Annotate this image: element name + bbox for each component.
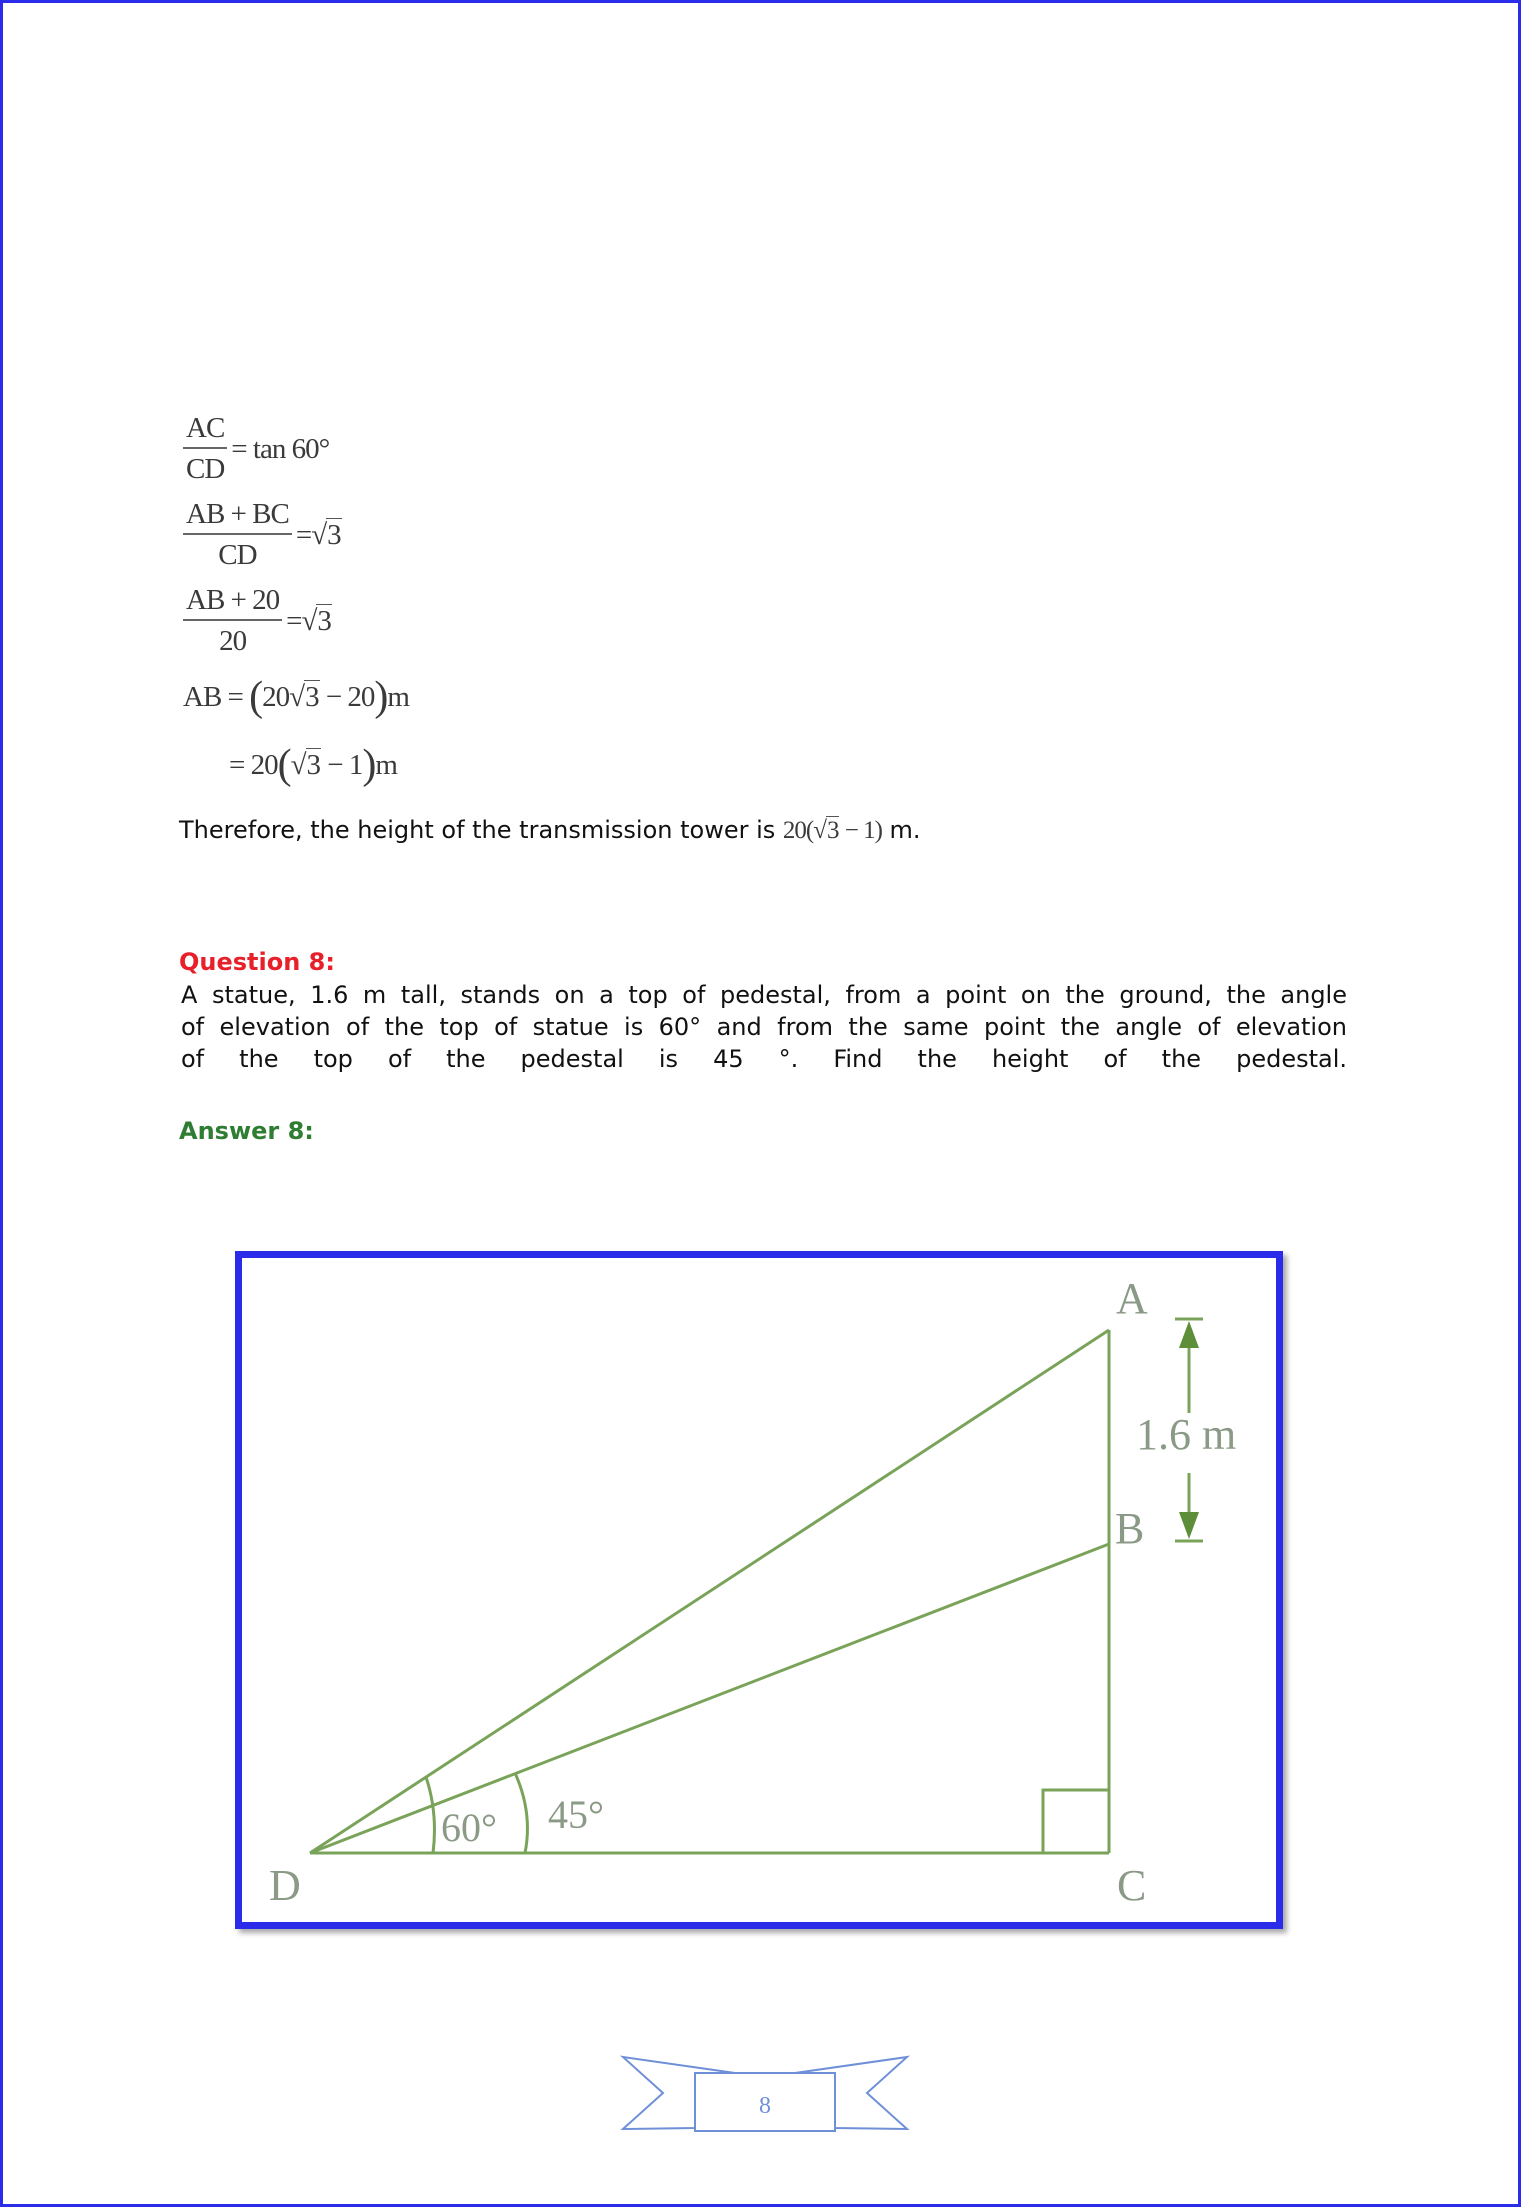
conclusion: Therefore, the height of the transmission tower is 20(√3 − 1) m. — [179, 816, 921, 844]
right-angle-mark — [1043, 1790, 1109, 1853]
radicand: 3 — [317, 604, 331, 637]
page-number: 8 — [759, 2093, 771, 2119]
radicand: 3 — [327, 518, 341, 551]
angle-45-label: 45° — [548, 1792, 604, 1837]
unit: m — [387, 681, 409, 713]
radicand: 3 — [306, 749, 321, 781]
triangle-diagram — [3, 3, 1521, 2207]
label-c: C — [1117, 1861, 1147, 1910]
rhs: = — [295, 518, 312, 551]
radicand: 3 — [305, 681, 319, 713]
lhs: = 20 — [229, 749, 278, 781]
equation-5: = 20(√3 − 1)m — [229, 742, 397, 788]
equation-2: $\frac{AB + BC}{CD}$ = √3 — [183, 497, 409, 573]
question-line: A statue, 1.6 m tall, stands on a top of pedestal, from a point on the ground, the angle — [181, 981, 1347, 1009]
angle-60-arc — [426, 1777, 434, 1853]
unit: m. — [889, 816, 921, 844]
denominator: 20 — [219, 625, 247, 657]
conclusion-text: Therefore, the height of the transmission tower is — [179, 816, 776, 844]
equation-4: AB = (20√3 − 20)m — [183, 674, 409, 720]
question-line: of the top of the pedestal is 45 °. Find the height of the pedestal. — [181, 1045, 1347, 1073]
lhs: AB = — [183, 681, 243, 713]
length-label: 1.6 m — [1136, 1410, 1237, 1459]
question-line: of elevation of the top of statue is 60° and from the same point the angle of elevation — [181, 1013, 1347, 1041]
numerator: AC — [183, 411, 227, 449]
numerator: AB + BC — [183, 497, 292, 535]
numerator: AB + 20 — [183, 583, 282, 621]
denominator: CD — [186, 453, 225, 485]
term: − 20 — [325, 681, 375, 713]
denominator: CD — [218, 539, 257, 571]
angle-45-arc — [515, 1773, 527, 1853]
rhs: = — [286, 604, 302, 637]
question-label: Question 8: — [179, 948, 335, 976]
label-b: B — [1115, 1504, 1145, 1553]
equation-3: $\frac{AB + 20}{20}$ = √3 — [183, 583, 409, 659]
unit: m — [375, 749, 397, 781]
radicand: 3 — [826, 817, 839, 844]
term: − 1 — [844, 817, 875, 844]
coef: 20 — [262, 681, 290, 713]
label-d: D — [269, 1861, 301, 1910]
arrow-down-icon — [1179, 1512, 1199, 1539]
arrow-up-icon — [1179, 1321, 1199, 1348]
angle-60-label: 60° — [441, 1805, 497, 1850]
label-a: A — [1116, 1274, 1148, 1323]
term: − 1 — [327, 749, 363, 781]
rhs: = tan 60° — [231, 432, 330, 465]
coef: 20 — [782, 817, 806, 844]
answer-label: Answer 8: — [179, 1117, 314, 1145]
